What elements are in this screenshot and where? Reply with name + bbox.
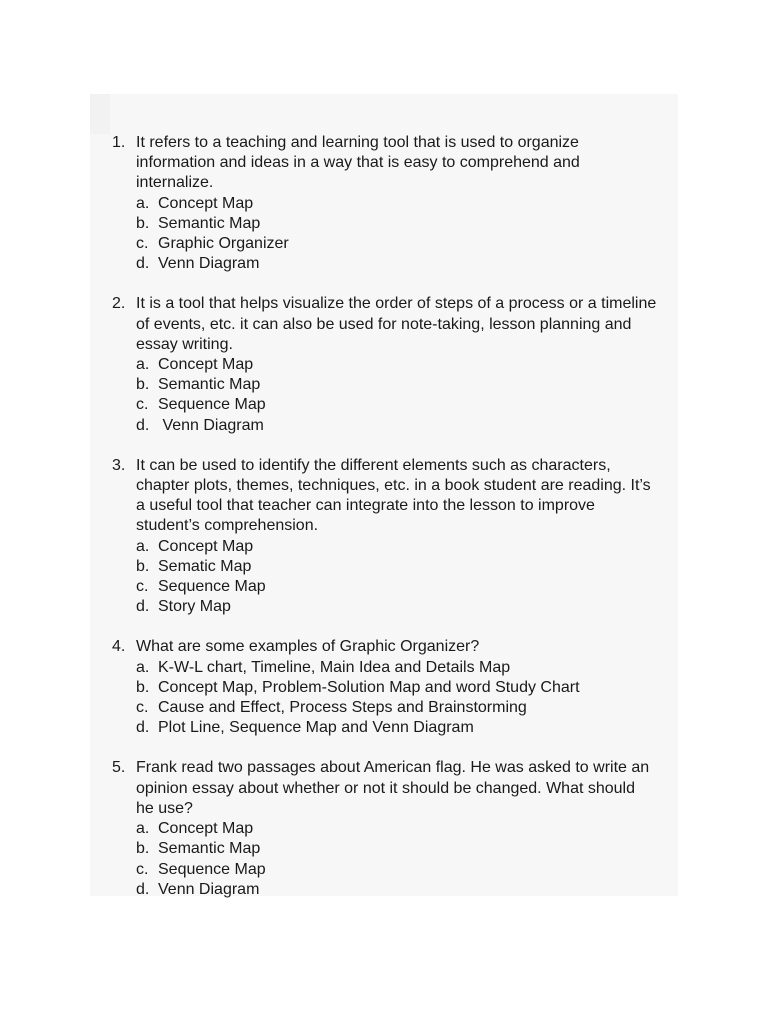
choice-list	[112, 355, 682, 436]
question-4	[112, 637, 682, 738]
choice-letter: b.	[136, 214, 150, 232]
choice-text: Concept Map	[158, 820, 254, 838]
question-text	[136, 456, 682, 537]
quiz-list	[112, 133, 682, 920]
choice-text: Sequence Map	[158, 860, 266, 878]
choice-d	[112, 254, 682, 274]
choice-letter: a.	[136, 820, 150, 838]
choice-c	[112, 395, 682, 415]
question-line: student’s comprehension.	[136, 517, 319, 535]
choice-letter: d.	[136, 416, 150, 434]
choice-text: Plot Line, Sequence Map and Venn Diagram	[158, 719, 474, 737]
choice-d	[112, 416, 682, 436]
choice-a	[112, 355, 682, 375]
question-line: of events, etc. it can also be used for note-taking, lesson planning and	[136, 315, 632, 333]
choice-letter: d.	[136, 880, 150, 898]
choice-c	[112, 860, 682, 880]
question-stem	[112, 637, 682, 657]
choice-text: Concept Map	[158, 194, 254, 212]
choice-letter: c.	[136, 396, 149, 414]
question-text	[136, 294, 682, 355]
choice-letter: d.	[136, 255, 150, 273]
choice-text: Cause and Effect, Process Steps and Brainstorming	[158, 699, 527, 717]
question-number: 4.	[112, 638, 126, 656]
choice-letter: c.	[136, 860, 149, 878]
choice-d	[112, 880, 682, 900]
choice-b	[112, 557, 682, 577]
choice-text: Venn Diagram	[158, 880, 260, 898]
question-line: chapter plots, themes, techniques, etc. in a book student are reading. It’s	[136, 477, 651, 495]
choice-letter: b.	[136, 678, 150, 696]
choice-b	[112, 214, 682, 234]
choice-a	[112, 537, 682, 557]
question-3	[112, 456, 682, 618]
choice-text: Concept Map, Problem-Solution Map and word Study Chart	[158, 678, 580, 696]
question-number: 3.	[112, 456, 126, 474]
choice-text: Venn Diagram	[158, 416, 264, 434]
question-line: What are some examples of Graphic Organizer?	[136, 638, 480, 656]
choice-c	[112, 234, 682, 254]
choice-b	[112, 375, 682, 395]
question-line: essay writing.	[136, 335, 233, 353]
choice-text: Semantic Map	[158, 840, 261, 858]
choice-letter: d.	[136, 598, 150, 616]
question-line: It is a tool that helps visualize the order of steps of a process or a timeline	[136, 295, 657, 313]
question-line: he use?	[136, 799, 193, 817]
question-1	[112, 133, 682, 274]
choice-text: Sequence Map	[158, 578, 266, 596]
choice-text: Venn Diagram	[158, 255, 260, 273]
question-stem	[112, 456, 682, 537]
choice-a	[112, 819, 682, 839]
choice-text: Semantic Map	[158, 214, 261, 232]
choice-c	[112, 698, 682, 718]
question-line: It can be used to identify the different elements such as characters,	[136, 456, 611, 474]
choice-a	[112, 658, 682, 678]
choice-letter: d.	[136, 719, 150, 737]
choice-b	[112, 839, 682, 859]
choice-letter: b.	[136, 840, 150, 858]
choice-letter: c.	[136, 699, 149, 717]
choice-d	[112, 718, 682, 738]
question-text	[136, 758, 682, 819]
question-line: It refers to a teaching and learning tool that is used to organize	[136, 134, 579, 151]
question-number: 5.	[112, 759, 126, 777]
choice-text: Sequence Map	[158, 396, 266, 414]
page-corner-shade	[90, 94, 110, 134]
choice-text: Semantic Map	[158, 376, 261, 394]
question-text	[136, 637, 682, 657]
choice-letter: a.	[136, 356, 150, 374]
choice-letter: c.	[136, 235, 149, 253]
choice-list	[112, 194, 682, 275]
choice-c	[112, 577, 682, 597]
question-line: Frank read two passages about American flag. He was asked to write an	[136, 759, 650, 777]
choice-list	[112, 819, 682, 900]
choice-letter: b.	[136, 376, 150, 394]
question-stem	[112, 133, 682, 194]
question-line: information and ideas in a way that is easy to comprehend and	[136, 154, 580, 172]
choice-list	[112, 537, 682, 618]
question-stem	[112, 758, 682, 819]
choice-text: Concept Map	[158, 537, 254, 555]
choice-letter: a.	[136, 658, 150, 676]
choice-letter: c.	[136, 578, 149, 596]
choice-letter: b.	[136, 557, 150, 575]
choice-text: Graphic Organizer	[158, 235, 289, 253]
choice-d	[112, 597, 682, 617]
question-5	[112, 758, 682, 899]
choice-letter: a.	[136, 194, 150, 212]
choice-list	[112, 658, 682, 739]
choice-b	[112, 678, 682, 698]
choice-text: Concept Map	[158, 356, 254, 374]
question-stem	[112, 294, 682, 355]
question-text	[136, 133, 682, 194]
question-line: opinion essay about whether or not it should be changed. What should	[136, 779, 635, 797]
choice-text: Story Map	[158, 598, 231, 616]
question-2	[112, 294, 682, 435]
question-line: a useful tool that teacher can integrate into the lesson to improve	[136, 497, 595, 515]
choice-text: K-W-L chart, Timeline, Main Idea and Details Map	[158, 658, 511, 676]
question-number: 1.	[112, 134, 126, 151]
choice-text: Sematic Map	[158, 557, 252, 575]
question-number: 2.	[112, 295, 126, 313]
choice-letter: a.	[136, 537, 150, 555]
question-line: internalize.	[136, 174, 214, 192]
choice-a	[112, 194, 682, 214]
